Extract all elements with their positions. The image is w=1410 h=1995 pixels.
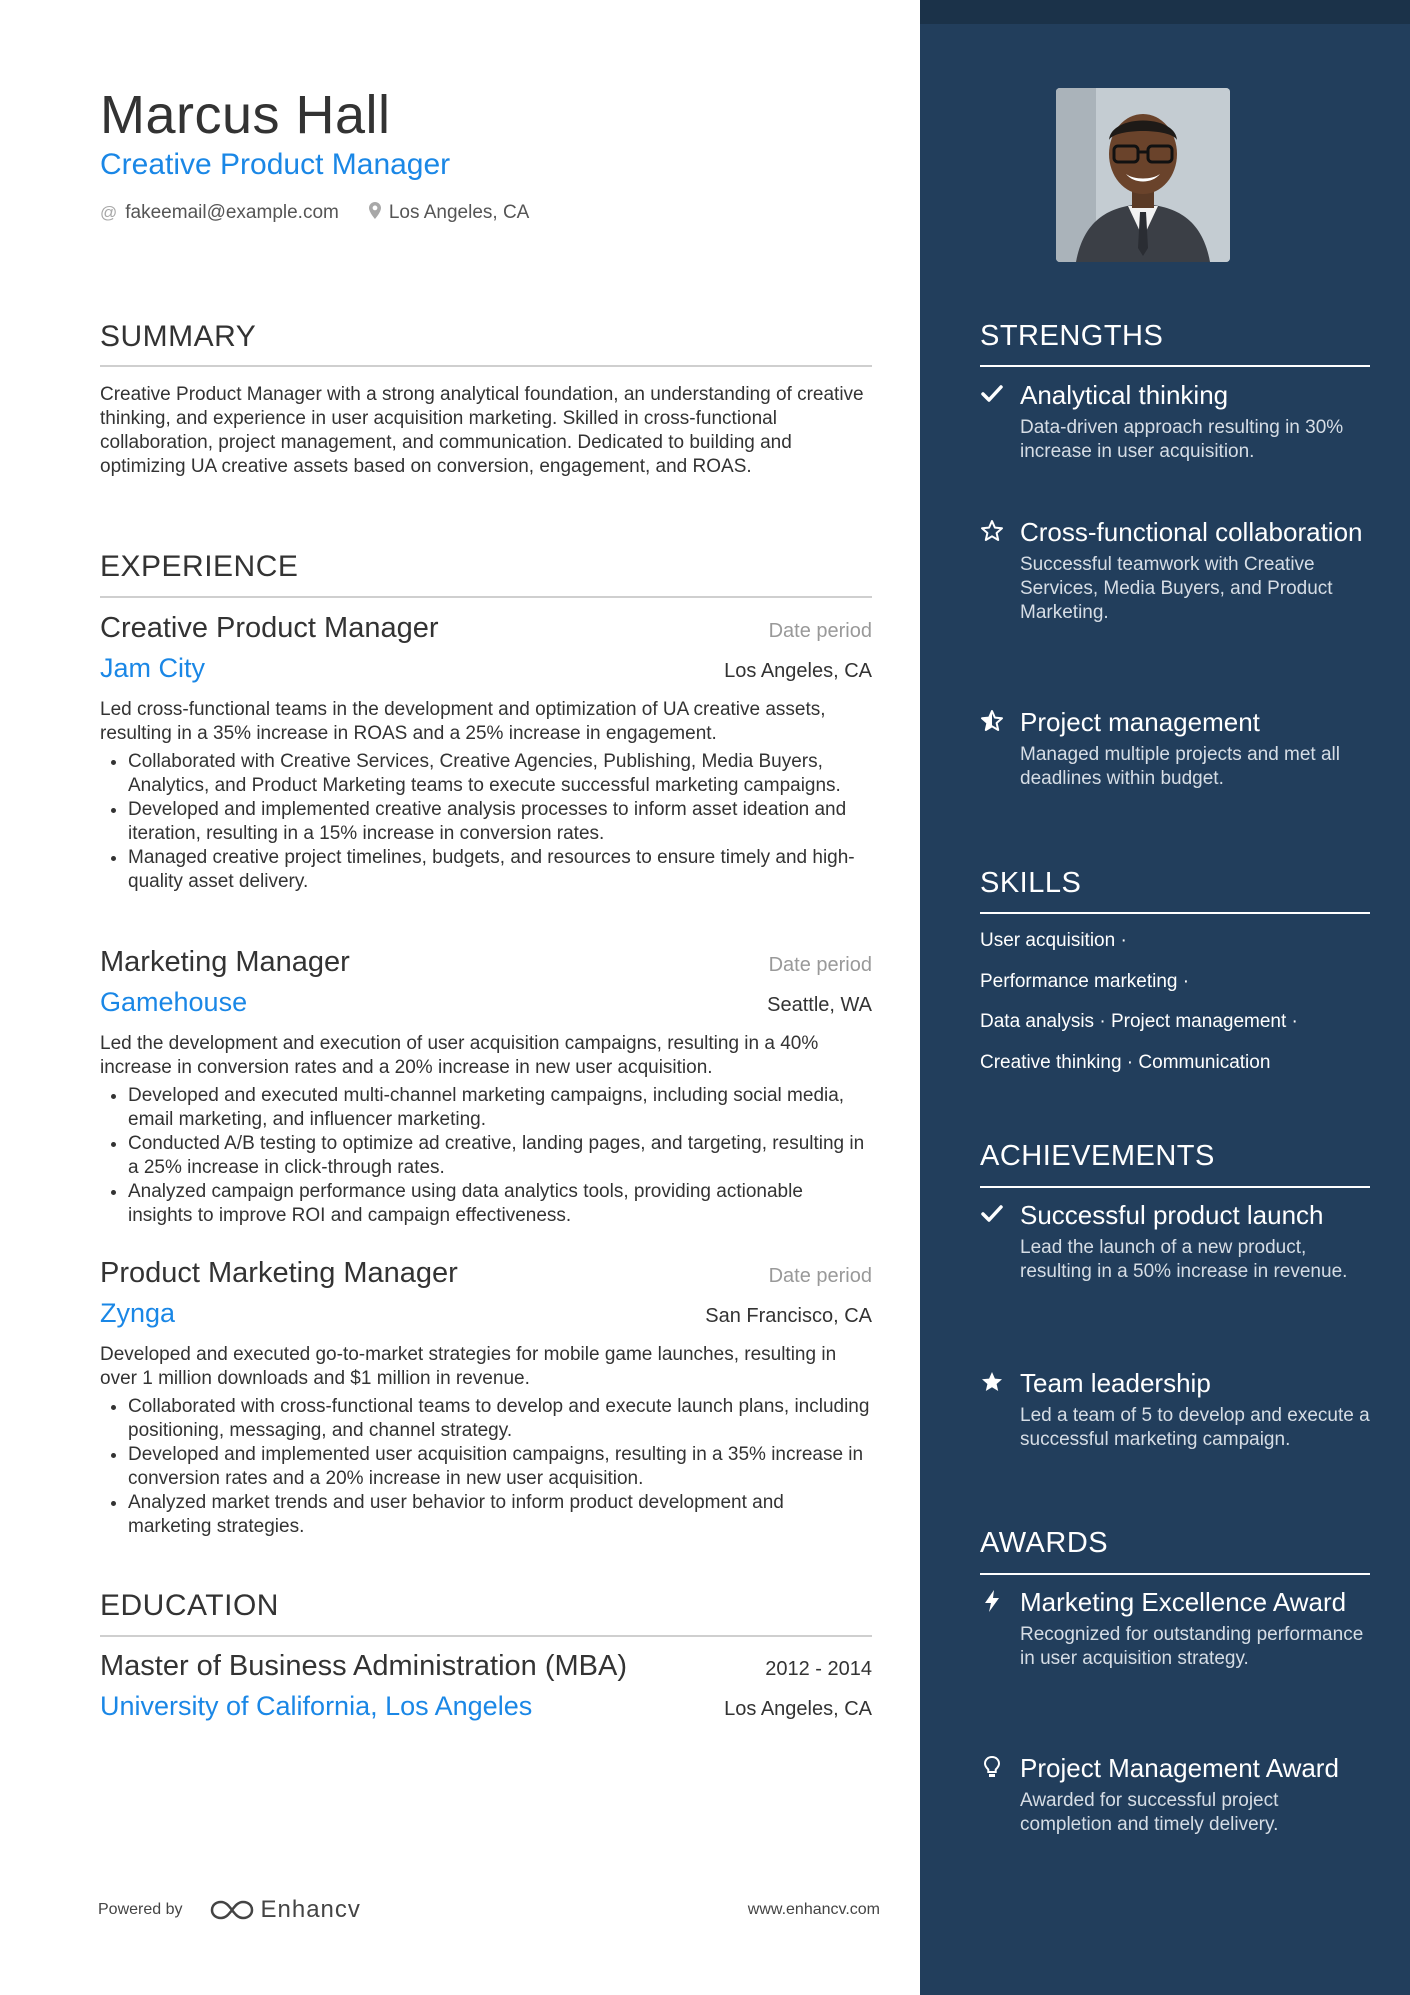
- footer: [98, 1896, 880, 1924]
- powered-by-label: Powered by: [98, 1901, 183, 1918]
- website-link[interactable]: www.enhancv.com: [747, 1901, 880, 1918]
- school-location: Los Angeles, CA: [724, 1698, 872, 1720]
- job-bullets: [100, 1395, 872, 1539]
- infinity-logo-icon: [209, 1899, 255, 1921]
- strength-item: [980, 380, 1370, 464]
- job-bullet: • Analyzed market trends and user behavior to inform product development and marketing strategies.: [128, 1491, 872, 1539]
- summary-text: Creative Product Manager with a strong analytical foundation, an understanding of creative thinking, and experience in user acquisition marketing. Skilled in cross-functional collaboration, project management, and communication. Dedicated to building and optimizing UA creative assets based on conversion, engagement, and ROAS.: [100, 384, 864, 477]
- lightbulb-icon: [980, 1755, 1004, 1779]
- candidate-title: Creative Product Manager: [100, 148, 451, 181]
- award-desc: Awarded for successful project completion and timely delivery.: [1020, 1790, 1279, 1835]
- brand-name: Enhancv: [260, 1896, 361, 1923]
- job-bullet: • Collaborated with Creative Services, Creative Agencies, Publishing, Media Buyers, Analytics, and Product Marketing teams to execute successful marketing campaigns.: [128, 750, 872, 798]
- awards-divider: [980, 1573, 1370, 1575]
- job-bullets: [100, 1084, 872, 1228]
- job-bullet: • Analyzed campaign performance using data analytics tools, providing actionable insights to improve ROI and campaign effectiveness.: [128, 1180, 872, 1228]
- candidate-name: Marcus Hall: [100, 85, 391, 145]
- achievement-item: [980, 1368, 1370, 1452]
- star-half-icon: [980, 709, 1004, 733]
- degree-title: Master of Business Administration (MBA): [100, 1650, 628, 1682]
- job-company: Zynga: [100, 1298, 176, 1328]
- check-icon: [980, 1202, 1004, 1226]
- location-text: Los Angeles, CA: [388, 202, 530, 223]
- award-title: Marketing Excellence Award: [1020, 1587, 1347, 1617]
- skills-divider: [980, 912, 1370, 914]
- star-outline-icon: [980, 519, 1004, 543]
- job-bullet: • Collaborated with cross-functional teams to develop and execute launch plans, including positioning, messaging, and channel strategy.: [128, 1395, 872, 1443]
- job-bullet: • Developed and implemented user acquisition campaigns, resulting in a 35% increase in conversion rates and a 20% increase in new user acquisition.: [128, 1443, 872, 1491]
- strength-desc: Data-driven approach resulting in 30% increase in user acquisition.: [1020, 417, 1344, 462]
- brand-logo[interactable]: [209, 1896, 361, 1924]
- job-entry: [100, 946, 872, 1228]
- award-desc: Recognized for outstanding performance in user acquisition strategy.: [1020, 1624, 1364, 1669]
- job-company: Gamehouse: [100, 987, 248, 1017]
- experience-heading: EXPERIENCE: [100, 550, 299, 583]
- job-location: San Francisco, CA: [705, 1305, 872, 1327]
- skill-line: Data analysis · Project management ·: [980, 1011, 1298, 1032]
- lightning-icon: [980, 1589, 1004, 1613]
- education-divider: [100, 1635, 872, 1637]
- job-location: Los Angeles, CA: [724, 660, 872, 682]
- achievement-desc: Led a team of 5 to develop and execute a successful marketing campaign.: [1020, 1405, 1370, 1450]
- strength-desc: Managed multiple projects and met all deadlines within budget.: [1020, 744, 1341, 789]
- job-title: Creative Product Manager: [100, 612, 439, 644]
- job-date: Date period: [768, 620, 872, 642]
- school-name: University of California, Los Angeles: [100, 1691, 533, 1721]
- award-item: [980, 1587, 1370, 1671]
- job-bullet: • Developed and implemented creative analysis processes to inform asset ideation and iteration, resulting in a 15% increase in conversion rates.: [128, 798, 872, 846]
- job-bullets: [100, 750, 872, 894]
- achievement-title: Team leadership: [1020, 1368, 1211, 1398]
- achievements-heading: ACHIEVEMENTS: [980, 1140, 1215, 1172]
- at-icon: @: [100, 203, 118, 222]
- strength-item: [980, 517, 1370, 625]
- sidebar-top-band: [920, 0, 1410, 24]
- award-title: Project Management Award: [1020, 1753, 1339, 1783]
- skills-list: [980, 926, 1370, 1088]
- skill-line: Performance marketing ·: [980, 970, 1190, 992]
- star-icon: [980, 1370, 1004, 1394]
- education-entry: [100, 1650, 872, 1722]
- job-bullet: • Developed and executed multi-channel marketing campaigns, including social media, email marketing, and influencer marketing.: [128, 1084, 872, 1132]
- job-date: Date period: [768, 1265, 872, 1287]
- skills-heading: SKILLS: [980, 867, 1082, 899]
- education-dates: 2012 - 2014: [765, 1658, 872, 1680]
- awards-heading: AWARDS: [980, 1527, 1109, 1559]
- job-title: Product Marketing Manager: [100, 1257, 458, 1289]
- achievements-divider: [980, 1186, 1370, 1188]
- job-title: Marketing Manager: [100, 946, 350, 978]
- experience-divider: [100, 596, 872, 598]
- strengths-divider: [980, 365, 1370, 367]
- achievement-item: [980, 1200, 1370, 1284]
- strength-item: [980, 707, 1370, 791]
- job-entry: [100, 1257, 872, 1539]
- strength-desc: Successful teamwork with Creative Services, Media Buyers, and Product Marketing.: [1020, 554, 1333, 623]
- achievement-desc: Lead the launch of a new product, resulting in a 50% increase in revenue.: [1020, 1237, 1348, 1282]
- email-text[interactable]: fakeemail@example.com: [125, 202, 339, 223]
- profile-photo: [1056, 88, 1230, 262]
- contact-line: [100, 202, 529, 224]
- job-company: Jam City: [100, 653, 206, 683]
- strength-title: Project management: [1020, 707, 1260, 737]
- check-icon: [980, 382, 1004, 406]
- strength-title: Cross-functional collaboration: [1020, 517, 1363, 547]
- job-description: Led the development and execution of user acquisition campaigns, resulting in a 40% increase in conversion rates and a 20% increase in new user acquisition.: [100, 1033, 819, 1078]
- job-bullet: • Conducted A/B testing to optimize ad creative, landing pages, and targeting, resulting in a 25% increase in click-through rates.: [128, 1132, 872, 1180]
- award-item: [980, 1753, 1370, 1837]
- job-bullet: • Managed creative project timelines, budgets, and resources to ensure timely and high-quality asset delivery.: [128, 846, 872, 894]
- job-description: Led cross-functional teams in the development and optimization of UA creative assets, resulting in a 35% increase in ROAS and a 25% increase in engagement.: [100, 699, 826, 744]
- skill-line: User acquisition ·: [980, 930, 1127, 951]
- summary-divider: [100, 365, 872, 367]
- job-date: Date period: [768, 954, 872, 976]
- sidebar: [920, 0, 1410, 1995]
- job-entry: [100, 612, 872, 894]
- job-description: Developed and executed go-to-market strategies for mobile game launches, resulting in over 1 million downloads and $1 million in revenue.: [100, 1344, 837, 1389]
- strengths-heading: STRENGTHS: [980, 320, 1164, 352]
- strength-title: Analytical thinking: [1020, 380, 1229, 410]
- skill-line: Creative thinking · Communication: [980, 1051, 1271, 1073]
- job-location: Seattle, WA: [767, 994, 872, 1016]
- summary-heading: SUMMARY: [100, 320, 257, 353]
- education-heading: EDUCATION: [100, 1589, 279, 1622]
- map-pin-icon: [369, 202, 381, 224]
- achievement-title: Successful product launch: [1020, 1200, 1324, 1230]
